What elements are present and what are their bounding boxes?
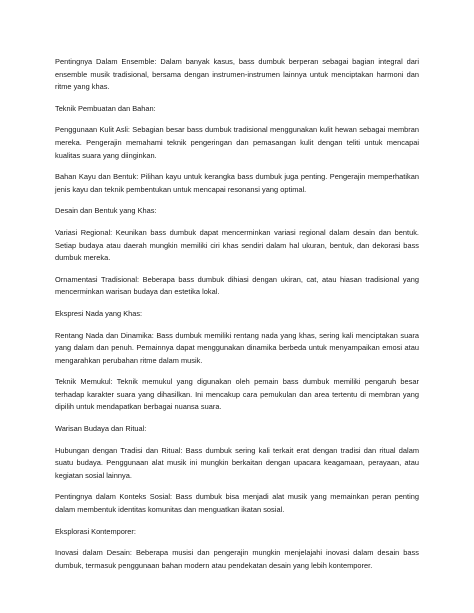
- heading-ekspresi-nada: Ekspresi Nada yang Khas:: [55, 308, 143, 318]
- paragraph-ensemble: Pentingnya Dalam Ensemble: Dalam banyak kasus, bass dumbuk berperan sebagai bagian integral dari ensemble musik tradisional, bersama dengan instrumen-instrumen lainnya untuk menciptakan harmoni dan ritme yang khas.: [55, 57, 419, 92]
- paragraph-teknik-memukul: Teknik Memukul: Teknik memukul yang digunakan oleh pemain bass dumbuk memiliki pengaruh besar terhadap karakter suara yang dihasilkan. Ini mencakup cara pemukulan dan area tertentu di membran yang dipilih untuk mendapatkan berbagai nuansa suara.: [55, 377, 419, 412]
- paragraph-ornamentasi: Ornamentasi Tradisional: Beberapa bass dumbuk dihiasi dengan ukiran, cat, atau hiasan tradisional yang mencerminkan warisan budaya dan estetika lokal.: [55, 274, 419, 297]
- paragraph-tradisi-ritual: Hubungan dengan Tradisi dan Ritual: Bass dumbuk sering kali terkait erat dengan tradisi dan ritual dalam suatu budaya. Penggunaan alat musik ini mungkin berkaitan dengan upacara keagamaan, perayaan, atau kegiatan sosial lainnya.: [55, 445, 419, 480]
- heading-eksplorasi: Eksplorasi Kontemporer:: [55, 526, 136, 536]
- paragraph-inovasi-desain: Inovasi dalam Desain: Beberapa musisi dan pengerajin mungkin menjelajahi inovasi dalam desain bass dumbuk, termasuk penggunaan bahan modern atau pendekatan desain yang lebih kontemporer.: [55, 548, 419, 570]
- paragraph-kulit-asli: Penggunaan Kulit Asli: Sebagian besar bass dumbuk tradisional menggunakan kulit hewan sebagai membran mereka. Pengerajin memahami teknik pengeringan dan pemasangan kulit dengan teliti untuk mencapai kualitas suara yang diinginkan.: [55, 125, 419, 160]
- paragraph-variasi-regional: Variasi Regional: Keunikan bass dumbuk dapat mencerminkan variasi regional dalam desain dan bentuk. Setiap budaya atau daerah mungkin memiliki ciri khas sendiri dalam hal ukuran, bentuk, dan dekorasi bass dumbuk mereka.: [55, 227, 419, 263]
- paragraph-rentang-nada: Rentang Nada dan Dinamika: Bass dumbuk memiliki rentang nada yang khas, sering kali menciptakan suara yang dalam dan penuh. Pemainnya dapat menggunakan dinamika berbeda untuk menyampaikan emosi atau mengarahkan perubahan ritme dalam musik.: [55, 330, 419, 365]
- document-page: [55, 56, 419, 581]
- paragraph-bahan-kayu: Bahan Kayu dan Bentuk: Pilihan kayu untuk kerangka bass dumbuk juga penting. Pengerajin memperhatikan jenis kayu dan teknik pembentukan untuk mencapai resonansi yang optimal.: [55, 172, 419, 194]
- heading-warisan-budaya: Warisan Budaya dan Ritual:: [55, 424, 147, 434]
- paragraph-konteks-sosial: Pentingnya dalam Konteks Sosial: Bass dumbuk bisa menjadi alat musik yang memainkan peran penting dalam membentuk identitas komunitas dan menguatkan ikatan sosial.: [55, 492, 419, 515]
- heading-teknik-pembuatan: Teknik Pembuatan dan Bahan:: [55, 103, 156, 113]
- heading-desain-bentuk: Desain dan Bentuk yang Khas:: [55, 206, 157, 216]
